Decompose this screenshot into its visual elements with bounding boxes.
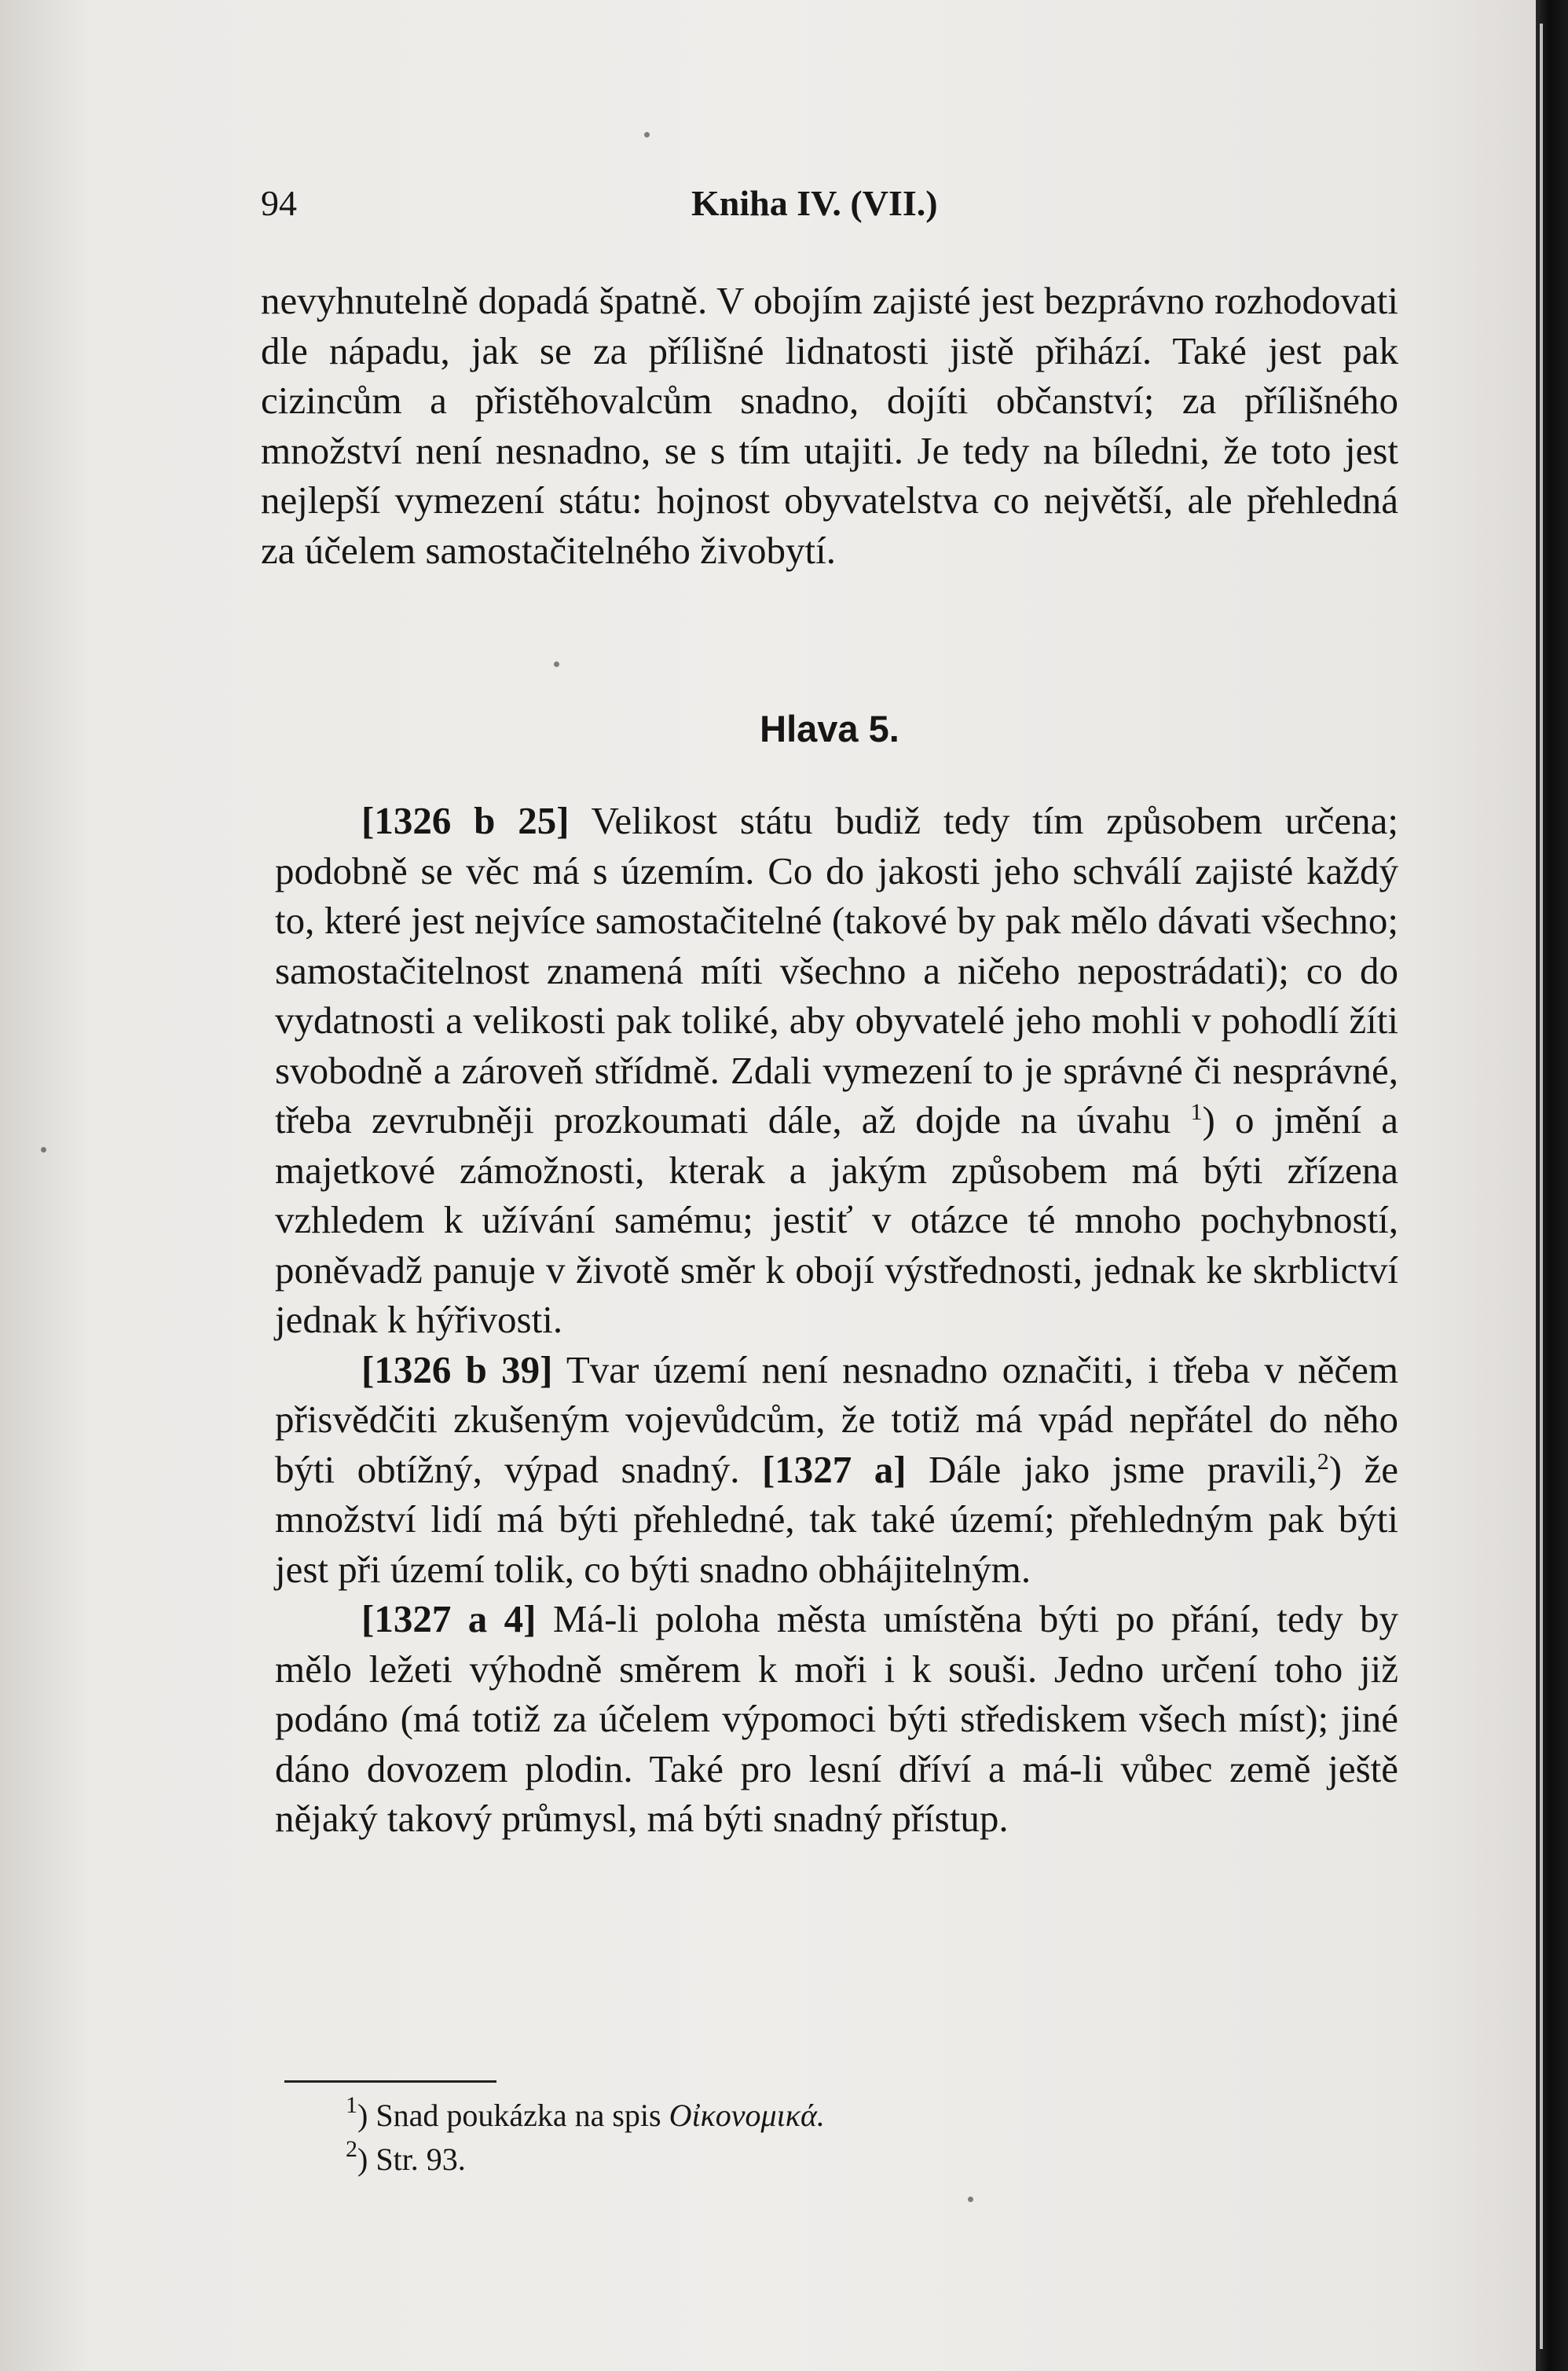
bekker-reference: [1326 b 25]: [361, 799, 570, 842]
paragraph: [275, 1345, 1398, 1595]
paragraph: nevyhnutelně dopadá špatně. V obojím zajisté jest bezprávno rozhodovati dle nápadu, jak se za přílišné lidnatosti jistě přihází. Také jest pak cizincům a přistěhovalcům snadno, dojíti občanství; za přílišného množství není nesnadno, se s tím utajiti. Je tedy na bíledni, že toto jest nejlepší vymezení státu: hojnost obyvatelstva co největší, ale přehledná za účelem samostačitelného živobytí.: [261, 279, 1398, 572]
page-edge-line: [1540, 24, 1543, 2349]
body-text-top: [261, 276, 1398, 575]
paragraph-text: ) o jmění a majetkové zámožnosti, kterak a jakým způsobem má býti zřízena vzhledem k užívání samému; jestiť v otázce té mnoho pochybností, poněvadž panuje v životě směr k obojí výstřednosti, jednak ke skrblictví jednak k hýřivosti.: [275, 1098, 1399, 1341]
footnote-title: Οἰκονομικά.: [669, 2098, 825, 2133]
page-number: 94: [261, 183, 297, 223]
ink-speck: [644, 132, 650, 137]
page-header: [261, 182, 1398, 237]
ink-speck: [41, 1147, 46, 1153]
footnote: $^2$) Str. 93.: [346, 2136, 466, 2177]
footnote-text: Str. 93.: [376, 2142, 466, 2177]
bekker-reference: [1327 a]: [761, 1447, 907, 1491]
ink-speck: [554, 661, 559, 667]
running-head: Kniha IV. (VII.): [691, 183, 938, 223]
paragraph: [275, 1594, 1398, 1844]
footnote-number: 2: [346, 2136, 357, 2162]
paragraph-text: Velikost státu budiž tedy tím způsobem určena; podobně se věc má s územím. Co do jakosti jeho schválí zajisté každý to, které jest nejvíce samostačitelné (takové by pak mělo dávati všechno; samostačitelnost znamená míti všechno a ničeho nepostrádati); co do vydatnosti a velikosti pak toliké, aby obyvatelé jeho mohli v pohodlí žíti svobodně a zároveň střídmě. Zdali vymezení to je správné či nesprávné, třeba zevrubněji prozkoumati dále, až dojde na úvahu: [275, 799, 1398, 1142]
footnote-number: 1: [346, 2092, 357, 2118]
paragraph-text: Má-li poloha města umístěna býti po přání, tedy by mělo ležeti výhodně směrem k moři i k souši. Jedno určení toho již podáno (má totiž za účelem výpomoci býti střediskem všech míst); jiné dáno dovozem plodin. Také pro lesní dříví a má-li vůbec země ještě nějaký takový průmysl, má býti snadný přístup.: [275, 1597, 1398, 1840]
footnote-marker[interactable]: 2: [1317, 1448, 1329, 1475]
paragraph-text: ) že množství lidí má býti přehledné, tak také území; přehledným pak býti jest při území tolik, co býti snadno obhájitelným.: [275, 1447, 1398, 1591]
paragraph-text: Dále jako jsme pravili,: [928, 1447, 1317, 1491]
bekker-reference: [1327 a 4]: [361, 1597, 537, 1640]
bekker-reference: [1326 b 39]: [361, 1347, 553, 1391]
footnote: $^1$) Snad poukázka na spis Οἰκονομικά.: [346, 2092, 825, 2133]
ink-speck: [968, 2197, 973, 2202]
paragraph: [275, 796, 1398, 1345]
body-text-main: [275, 796, 1398, 1844]
paragraph-text: Tvar území není nesnadno označiti, i třeba v něčem přisvědčiti zkušeným vojevůdcům, že totiž má vpád nepřátel do něho býti obtížný, výpad snadný.: [275, 1347, 1398, 1491]
footnote-marker[interactable]: 1: [1190, 1099, 1203, 1125]
footnote-divider: [284, 2080, 496, 2083]
footnotes: [346, 2094, 825, 2182]
chapter-heading: Hlava 5.: [760, 708, 899, 749]
footnote-text: Snad poukázka na spis: [376, 2098, 661, 2133]
